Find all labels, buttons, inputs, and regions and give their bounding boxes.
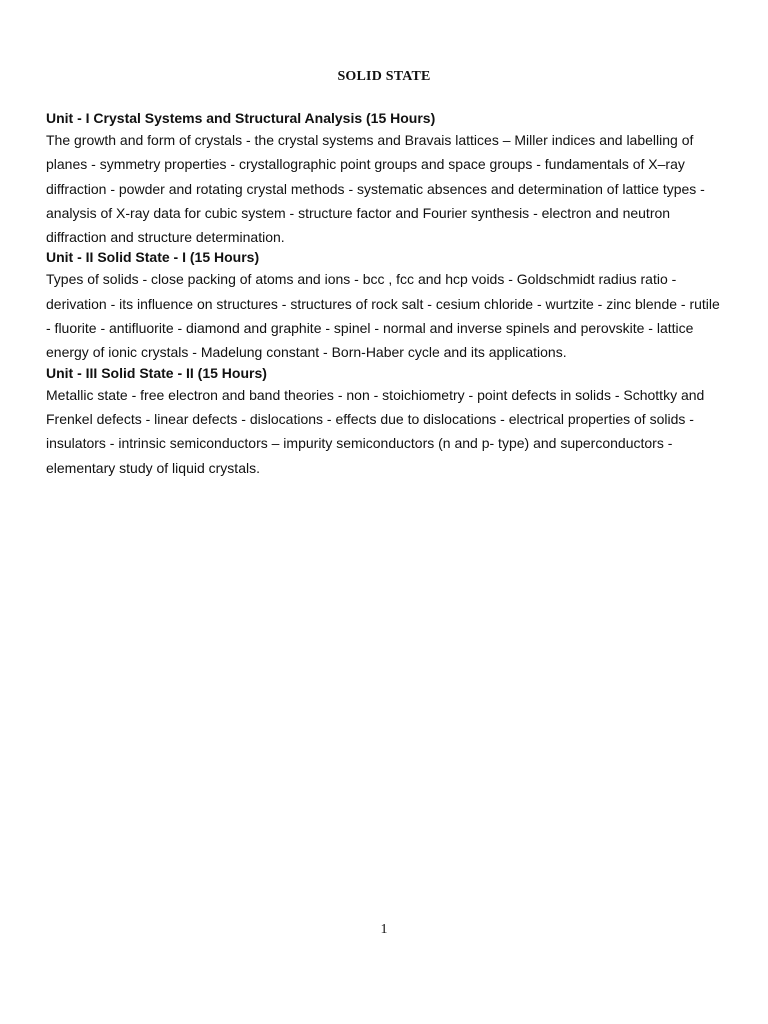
unit-2-section — [46, 247, 726, 364]
unit-3-heading: Unit - III Solid State - II (15 Hours) — [46, 364, 267, 381]
unit-2-body: Types of solids - close packing of atoms and ions - bcc , fcc and hcp voids - Goldschmidt radius ratio - derivation - its influence on structures - structures of rock salt - cesium chloride - wurtzite - zinc blende - rutile - fluorite - antifluorite - diamond and graphite - spinel - normal and inverse spinels and perovskite - lattice energy of ionic crystals - Madelung constant - Born-Haber cycle and its applications. — [46, 271, 720, 361]
unit-2-heading: Unit - II Solid State - I (15 Hours) — [46, 249, 260, 266]
document-title: SOLID STATE — [337, 69, 431, 84]
page-number: 1 — [380, 922, 388, 937]
unit-1-heading: Unit - I Crystal Systems and Structural Analysis (15 Hours) — [46, 110, 436, 126]
unit-3-body: Metallic state - free electron and band theories - non - stoichiometry - point defects in solids - Schottky and Frenkel defects - linear defects - dislocations - effects due to dislocations - electrical properties of solids - insulators - intrinsic semiconductors – impurity semiconductors (n and p- type) and superconductors - elementary study of liquid crystals. — [46, 386, 705, 476]
syllabus-content — [46, 108, 726, 478]
unit-1-body: The growth and form of crystals - the crystal systems and Bravais lattices – Miller indices and labelling of planes - symmetry properties - crystallographic point groups and space groups - fundamentals of X–ray diffraction - powder and rotating crystal methods - systematic absences and determination of lattice types - analysis of X-ray data for cubic system - structure factor and Fourier synthesis - electron and neutron diffraction and structure determination. — [46, 132, 705, 246]
unit-3-section — [46, 363, 726, 480]
unit-1-section — [46, 108, 726, 249]
